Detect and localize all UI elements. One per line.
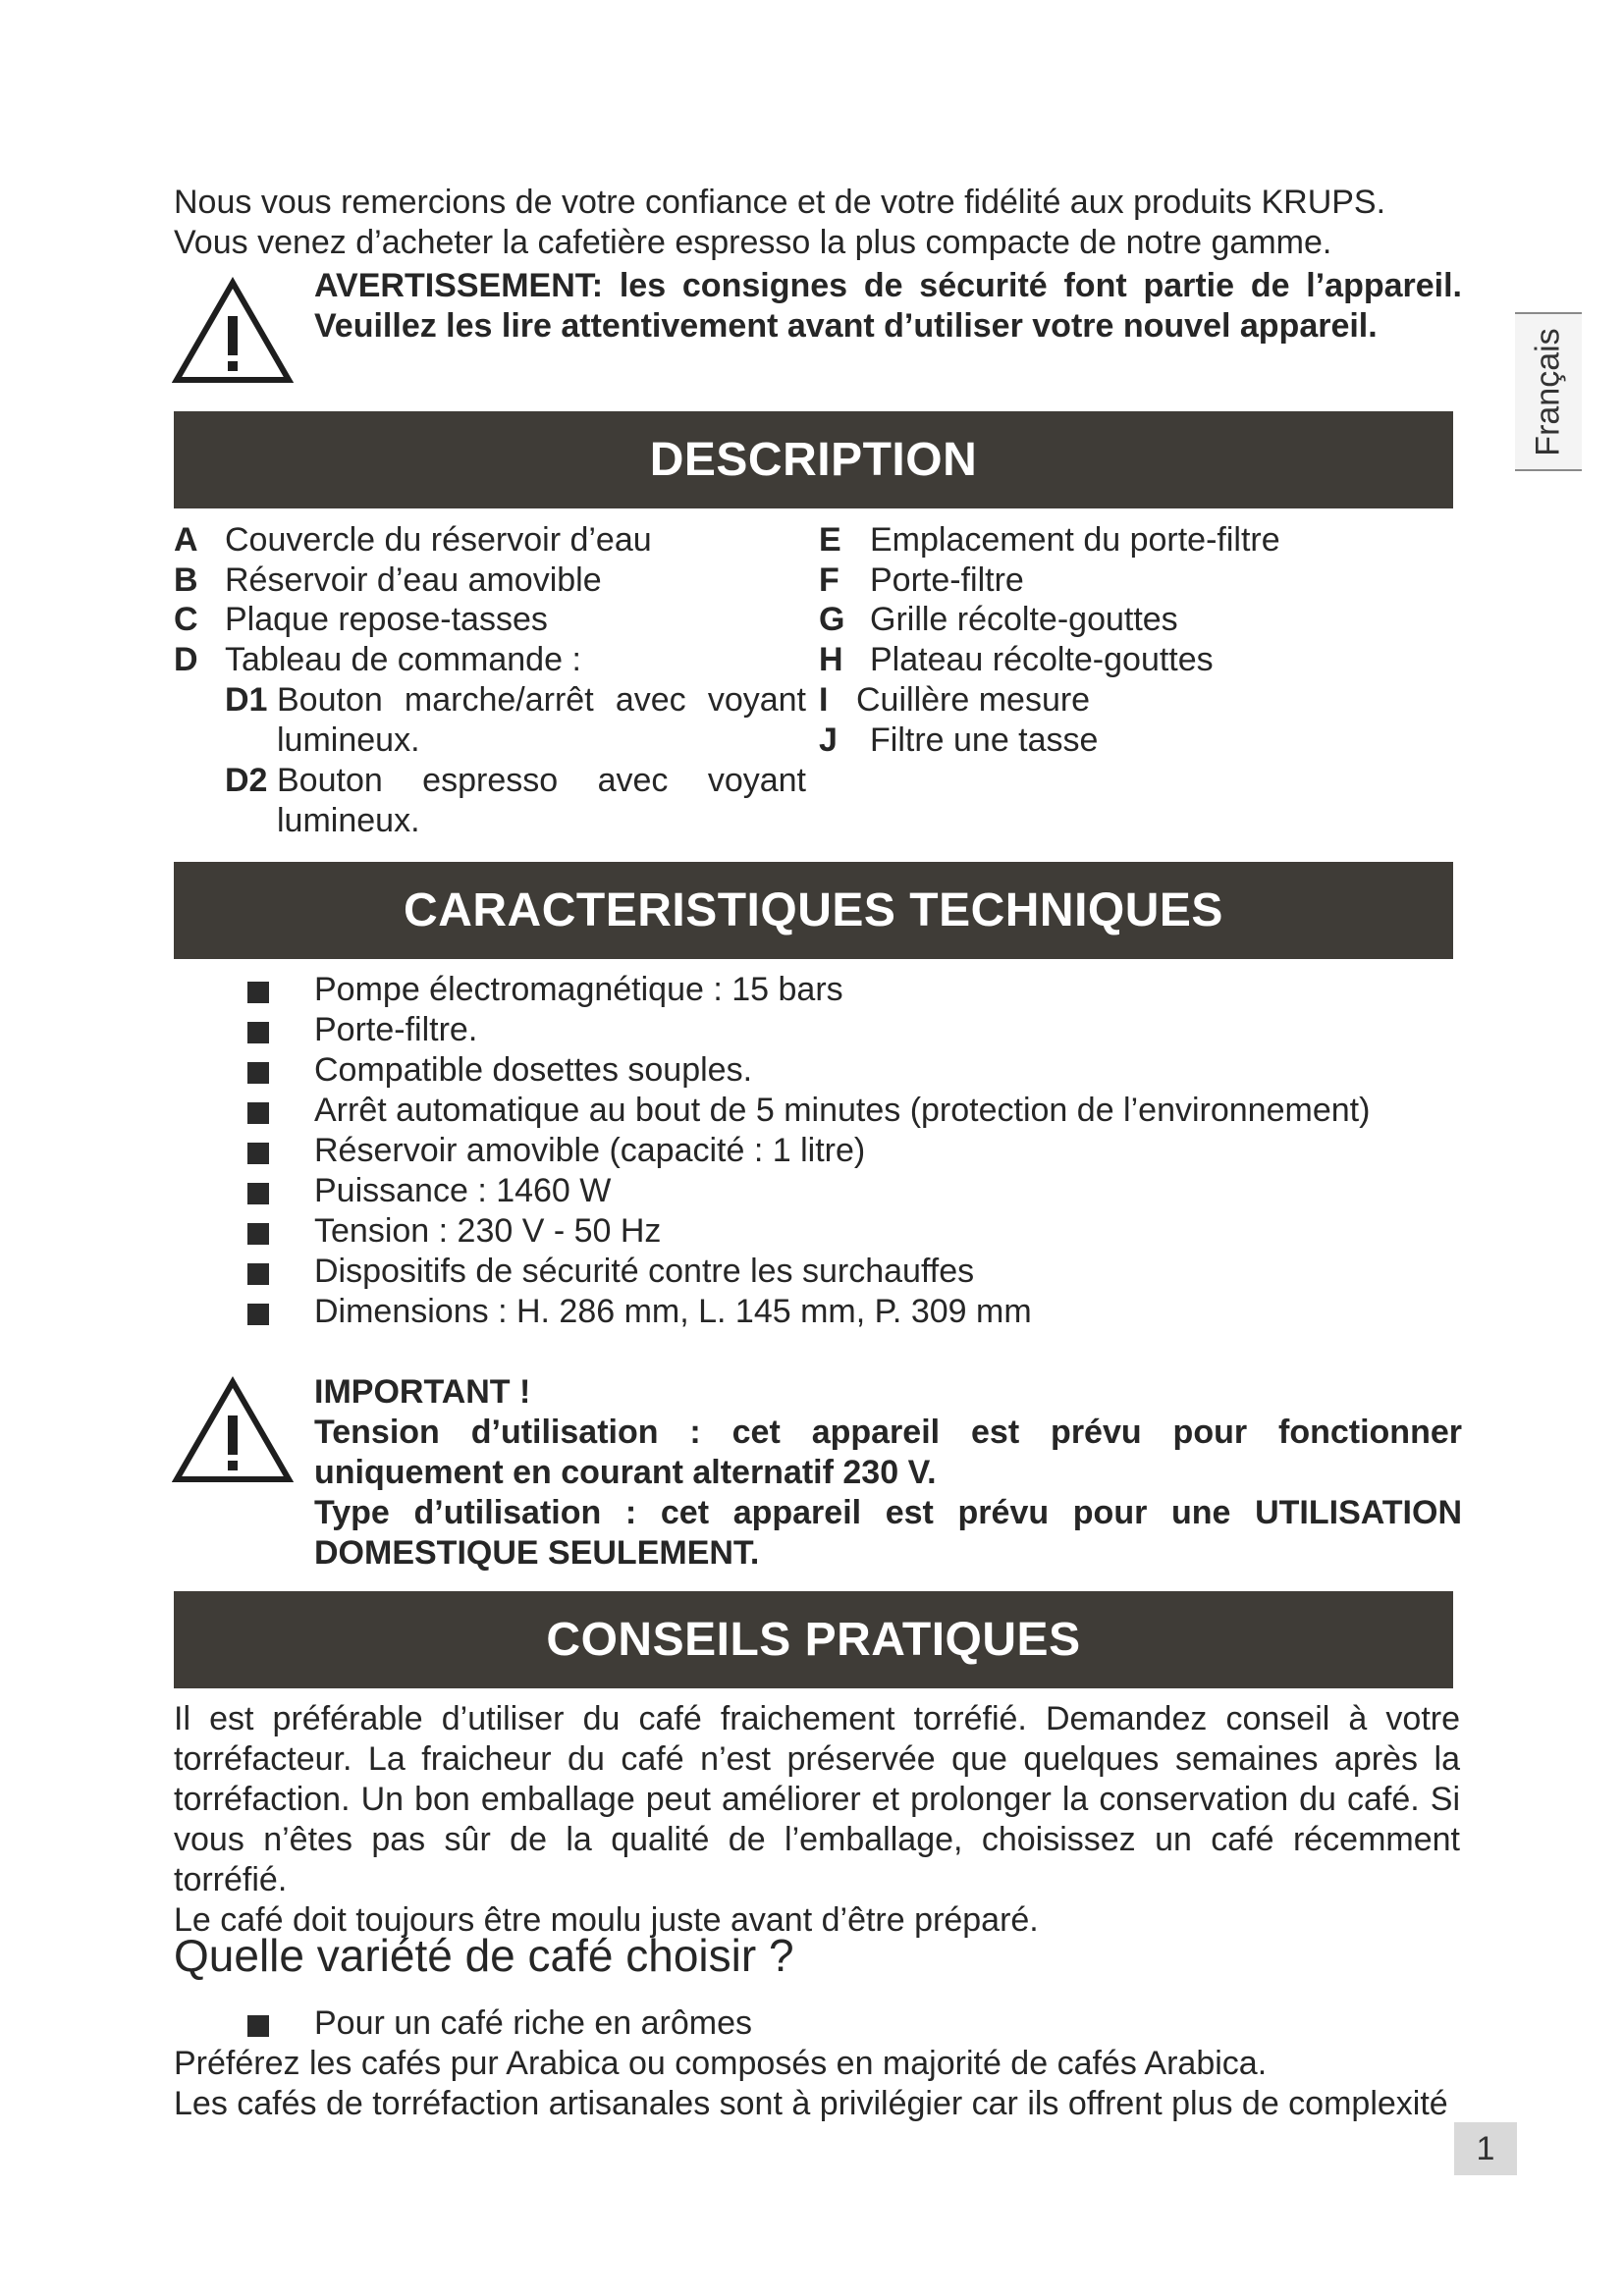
square-bullet-icon: [247, 1022, 269, 1043]
item-letter: B: [174, 561, 198, 599]
conseils-title: CONSEILS PRATIQUES: [546, 1614, 1081, 1666]
square-bullet-icon: [247, 1304, 269, 1325]
square-bullet-icon: [247, 1183, 269, 1204]
description-item-i: [819, 680, 1090, 721]
tech-specs-banner: [174, 862, 1453, 959]
item-text: Plateau récolte-gouttes: [870, 641, 1214, 678]
tech-specs-title: CARACTERISTIQUES TECHNIQUES: [404, 884, 1223, 936]
important-notice: [314, 1372, 1462, 1574]
item-letter: H: [819, 641, 843, 678]
description-item-c: [174, 600, 548, 640]
warning-triangle-icon: [172, 1376, 294, 1484]
subitem-code: D2: [225, 762, 268, 799]
item-letter: I: [819, 681, 829, 719]
variety-heading: Quelle variété de café choisir ?: [174, 1930, 794, 1981]
important-title: IMPORTANT !: [314, 1373, 531, 1411]
description-item-j: [819, 721, 1098, 761]
important-voltage: Tension d’utilisation : cet appareil est prévu pour fonctionner uniquement en courant alternatif 230 V.: [314, 1414, 1462, 1491]
warning-line-1: AVERTISSEMENT: les consignes de sécurité font partie de l’appareil.: [314, 267, 1462, 304]
description-item-d: [174, 640, 581, 680]
intro-paragraph: Nous vous remercions de votre confiance et de votre fidélité aux produits KRUPS. Vous venez d’acheter la cafetière espresso la plus compacte de notre gamme.: [174, 184, 1386, 261]
list-item-text: Dimensions : H. 286 mm, L. 145 mm, P. 309 mm: [314, 1293, 1032, 1330]
conseils-last-line: Le café doit toujours être moulu juste avant d’être préparé.: [174, 1901, 1039, 1939]
language-tab: [1515, 312, 1582, 471]
item-letter: F: [819, 561, 839, 599]
conseils-banner: [174, 1591, 1453, 1688]
description-item-a: [174, 520, 652, 561]
item-letter: D: [174, 641, 198, 678]
item-text: Couvercle du réservoir d’eau: [225, 521, 652, 559]
item-text: Cuillère mesure: [856, 681, 1091, 719]
item-text: Plaque repose-tasses: [225, 601, 548, 638]
subitem-code: D1: [225, 681, 268, 719]
item-text: Réservoir d’eau amovible: [225, 561, 602, 599]
list-item: [247, 2003, 1131, 2044]
square-bullet-icon: [247, 2015, 269, 2037]
description-subitem-d1: [225, 680, 806, 761]
description-title: DESCRIPTION: [649, 434, 978, 486]
item-letter: G: [819, 601, 845, 638]
subitem-text: Bouton espresso avec voyant lumineux.: [277, 762, 806, 839]
conseils-text: Il est préférable d’utiliser du café fraichement torréfié. Demandez conseil à votre torréfacteur. La fraicheur du café n’est préservée que quelques semaines après la torréfaction. Un bon emballage peut améliorer et prolonger la conservation du café. Si vous n’êtes pas sûr de la qualité de l’emballage, choisissez un café récemment torréfié.: [174, 1700, 1460, 1898]
square-bullet-icon: [247, 1223, 269, 1245]
important-usage: Type d’utilisation : cet appareil est prévu pour une UTILISATION DOMESTIQUE SEULEMENT.: [314, 1494, 1462, 1572]
list-item-text: Dispositifs de sécurité contre les surchauffes: [314, 1253, 975, 1290]
item-letter: A: [174, 521, 198, 559]
language-tab-label: Français: [1529, 327, 1567, 456]
variety-paragraph: [174, 2044, 1470, 2124]
item-letter: J: [819, 721, 838, 759]
list-item-text: Pour un café riche en arômes: [314, 2004, 753, 2042]
item-letter: C: [174, 601, 198, 638]
list-item-text: Puissance : 1460 W: [314, 1172, 612, 1209]
warning-line-2: Veuillez les lire attentivement avant d’utiliser votre nouvel appareil.: [314, 307, 1378, 345]
square-bullet-icon: [247, 1102, 269, 1124]
item-text: Filtre une tasse: [870, 721, 1099, 759]
item-text: Porte-filtre: [870, 561, 1024, 599]
square-bullet-icon: [247, 1263, 269, 1285]
description-item-h: [819, 640, 1214, 680]
item-text: Emplacement du porte-filtre: [870, 521, 1280, 559]
item-text: Tableau de commande :: [225, 641, 581, 678]
description-item-e: [819, 520, 1280, 561]
description-item-f: [819, 561, 1024, 601]
list-item-text: Compatible dosettes souples.: [314, 1051, 753, 1089]
square-bullet-icon: [247, 982, 269, 1003]
description-subitem-d2: [225, 761, 806, 841]
square-bullet-icon: [247, 1143, 269, 1164]
item-letter: E: [819, 521, 841, 559]
description-banner: [174, 411, 1453, 508]
conseils-paragraph: [174, 1699, 1460, 1941]
list-item-text: Porte-filtre.: [314, 1011, 478, 1048]
safety-warning: [314, 266, 1462, 347]
item-text: Grille récolte-gouttes: [870, 601, 1178, 638]
list-item-text: Pompe électromagnétique : 15 bars: [314, 971, 843, 1008]
description-item-g: [819, 600, 1178, 640]
list-item-text: Arrêt automatique au bout de 5 minutes (protection de l’environnement): [314, 1092, 1371, 1129]
page-number: 1: [1454, 2122, 1517, 2175]
variety-line-1: Préférez les cafés pur Arabica ou composés en majorité de cafés Arabica.: [174, 2045, 1268, 2082]
subitem-text: Bouton marche/arrêt avec voyant lumineux.: [277, 681, 806, 759]
square-bullet-icon: [247, 1062, 269, 1084]
list-item-text: Tension : 230 V - 50 Hz: [314, 1212, 662, 1250]
list-item-text: Réservoir amovible (capacité : 1 litre): [314, 1132, 866, 1169]
variety-line-2: Les cafés de torréfaction artisanales sont à privilégier car ils offrent plus de complexité: [174, 2085, 1448, 2122]
warning-triangle-icon: [172, 277, 294, 385]
description-item-b: [174, 561, 602, 601]
